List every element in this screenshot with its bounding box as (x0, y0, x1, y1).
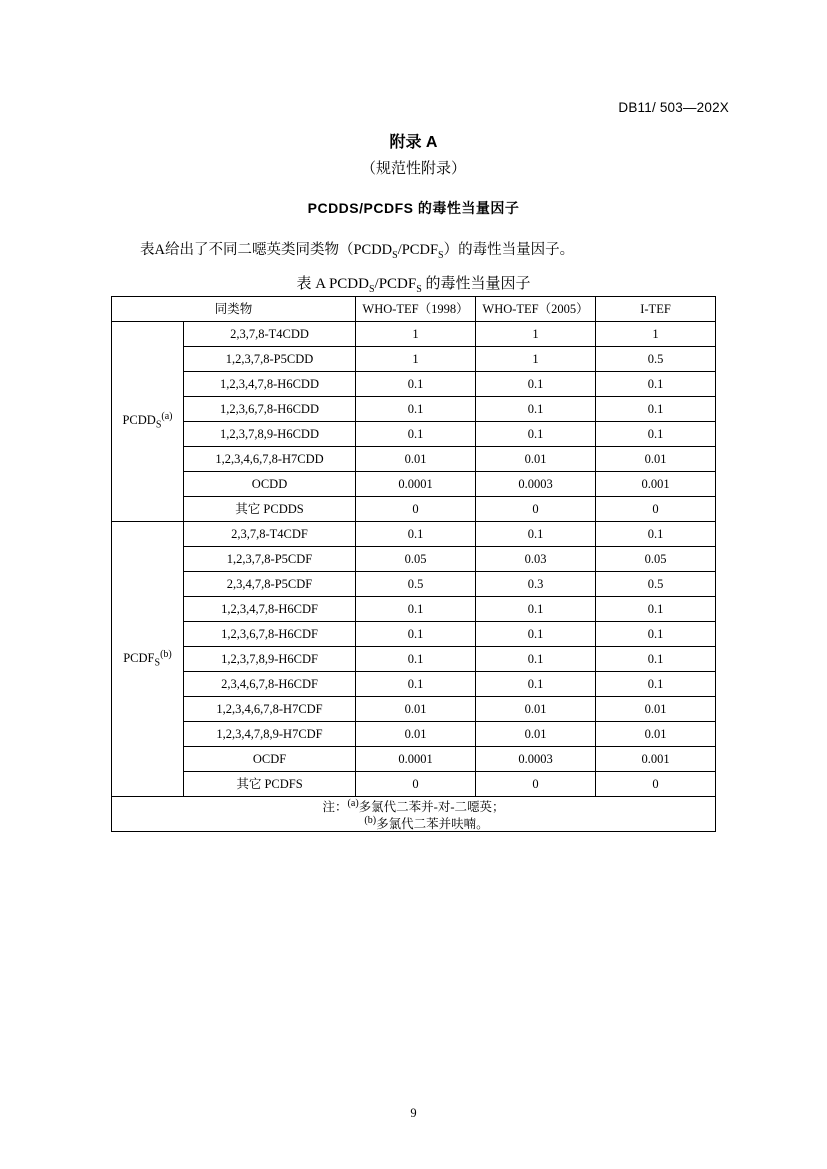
value-who-1998: 0.1 (356, 522, 476, 547)
value-i-tef: 0.1 (596, 672, 716, 697)
table-caption-suffix: 的毒性当量因子 (421, 276, 531, 292)
value-i-tef: 0.5 (596, 572, 716, 597)
group-label-sup: (a) (161, 411, 173, 423)
congener-name: 1,2,3,4,6,7,8-H7CDF (184, 697, 356, 722)
page-number: 9 (410, 1106, 417, 1120)
value-i-tef: 0.001 (596, 472, 716, 497)
value-who-1998: 0.0001 (356, 472, 476, 497)
value-i-tef: 0.1 (596, 397, 716, 422)
value-i-tef: 0.1 (596, 622, 716, 647)
table-caption (0, 272, 827, 295)
table-row (112, 422, 716, 447)
value-who-1998: 0.0001 (356, 747, 476, 772)
value-who-2005: 0.1 (476, 647, 596, 672)
table-note-line-a (114, 797, 713, 814)
value-who-1998: 0.1 (356, 397, 476, 422)
congener-name: 2,3,4,6,7,8-H6CDF (184, 672, 356, 697)
value-who-1998: 0.1 (356, 597, 476, 622)
table-row (112, 647, 716, 672)
table-row (112, 472, 716, 497)
table-caption-sub-1: S (368, 284, 375, 295)
congener-name: 1,2,3,4,7,8-H6CDF (184, 597, 356, 622)
intro-sub-2: S (438, 249, 444, 261)
congener-name: OCDF (184, 747, 356, 772)
congener-name: 2,3,4,7,8-P5CDF (184, 572, 356, 597)
congener-name: 1,2,3,7,8,9-H6CDF (184, 647, 356, 672)
value-who-2005: 0.01 (476, 722, 596, 747)
value-i-tef: 0.1 (596, 647, 716, 672)
table-note-line-b (114, 814, 713, 831)
congener-name: OCDD (184, 472, 356, 497)
congener-name: 1,2,3,7,8,9-H6CDD (184, 422, 356, 447)
table-caption-sub-2: S (416, 284, 422, 295)
value-i-tef: 1 (596, 322, 716, 347)
value-who-1998: 0.5 (356, 572, 476, 597)
header-i-tef: I-TEF (596, 297, 716, 322)
group-label-text: PCDD (122, 413, 156, 428)
table-row (112, 322, 716, 347)
congener-name: 其它 PCDFS (184, 772, 356, 797)
table-note-lead: 注： (322, 800, 348, 815)
table-row (112, 397, 716, 422)
table-row (112, 597, 716, 622)
congener-name: 2,3,7,8-T4CDF (184, 522, 356, 547)
table-row (112, 722, 716, 747)
value-who-1998: 0.01 (356, 697, 476, 722)
value-who-2005: 1 (476, 322, 596, 347)
table-note-b-text: 多氯代二苯并呋喃。 (376, 817, 489, 832)
value-i-tef: 0.1 (596, 372, 716, 397)
value-who-1998: 0 (356, 772, 476, 797)
page-header-standard-code: DB11/ 503—202X (618, 100, 729, 115)
intro-sub-1: S (392, 249, 398, 261)
value-who-2005: 0.1 (476, 622, 596, 647)
congener-name: 1,2,3,6,7,8-H6CDD (184, 397, 356, 422)
table-row (112, 522, 716, 547)
table-note-a-sup: (a) (347, 798, 359, 809)
table-header-row (112, 297, 716, 322)
header-who-tef-1998: WHO-TEF（1998） (356, 297, 476, 322)
table-row (112, 747, 716, 772)
table-row (112, 497, 716, 522)
table-row (112, 372, 716, 397)
table-note-b-sup: (b) (364, 815, 377, 827)
group-label-sub: S (155, 419, 162, 431)
intro-text-after: ）的毒性当量因子。 (443, 242, 575, 258)
group-label-sub: S (154, 657, 161, 669)
annex-title: 附录 A (389, 134, 438, 151)
group-label-pcdds (112, 322, 184, 522)
intro-paragraph (112, 240, 722, 266)
value-who-1998: 0.1 (356, 672, 476, 697)
header-congener: 同类物 (112, 297, 356, 322)
table-note-row (112, 797, 716, 832)
value-i-tef: 0.001 (596, 747, 716, 772)
annex-title-block (0, 130, 827, 182)
table-row (112, 447, 716, 472)
value-i-tef: 0.01 (596, 722, 716, 747)
value-who-2005: 0.1 (476, 397, 596, 422)
value-i-tef: 0 (596, 497, 716, 522)
congener-name: 1,2,3,6,7,8-H6CDF (184, 622, 356, 647)
value-who-2005: 0.1 (476, 372, 596, 397)
table-row (112, 697, 716, 722)
value-who-1998: 0.1 (356, 622, 476, 647)
group-label-text: PCDF (123, 650, 155, 665)
value-who-1998: 0.01 (356, 722, 476, 747)
value-who-1998: 0 (356, 497, 476, 522)
table-row (112, 622, 716, 647)
table-note-a-text: 多氯代二苯并-对-二噁英； (358, 800, 505, 815)
value-who-2005: 0.1 (476, 522, 596, 547)
congener-name: 1,2,3,4,7,8-H6CDD (184, 372, 356, 397)
table-caption-prefix: 表 A PCDD (296, 276, 369, 292)
value-who-1998: 0.1 (356, 647, 476, 672)
congener-name: 1,2,3,4,7,8,9-H7CDF (184, 722, 356, 747)
value-i-tef: 0.05 (596, 547, 716, 572)
table-row (112, 572, 716, 597)
value-who-2005: 0 (476, 772, 596, 797)
value-i-tef: 0.1 (596, 522, 716, 547)
intro-text-mid: /PCDF (397, 242, 439, 258)
value-who-2005: 0.3 (476, 572, 596, 597)
annex-kind: （规范性附录） (360, 160, 466, 177)
congener-name: 1,2,3,7,8-P5CDD (184, 347, 356, 372)
value-who-2005: 0.01 (476, 447, 596, 472)
value-who-1998: 0.1 (356, 422, 476, 447)
value-who-1998: 1 (356, 322, 476, 347)
group-label-pcdfs (112, 522, 184, 797)
value-i-tef: 0.1 (596, 597, 716, 622)
tef-table-container (111, 296, 716, 832)
value-who-2005: 1 (476, 347, 596, 372)
congener-name: 2,3,7,8-T4CDD (184, 322, 356, 347)
value-who-2005: 0.1 (476, 672, 596, 697)
value-who-1998: 0.1 (356, 372, 476, 397)
congener-name: 其它 PCDDS (184, 497, 356, 522)
value-i-tef: 0.01 (596, 697, 716, 722)
value-who-2005: 0.03 (476, 547, 596, 572)
value-i-tef: 0.5 (596, 347, 716, 372)
intro-text-before: 表A给出了不同二噁英类同类物（PCDD (140, 242, 393, 258)
congener-name: 1,2,3,7,8-P5CDF (184, 547, 356, 572)
group-label-sup: (b) (160, 648, 172, 660)
value-who-2005: 0.01 (476, 697, 596, 722)
value-i-tef: 0.1 (596, 422, 716, 447)
value-who-2005: 0.1 (476, 422, 596, 447)
value-i-tef: 0 (596, 772, 716, 797)
value-who-2005: 0.0003 (476, 747, 596, 772)
value-who-2005: 0 (476, 497, 596, 522)
congener-name: 1,2,3,4,6,7,8-H7CDD (184, 447, 356, 472)
table-row (112, 347, 716, 372)
table-note (112, 797, 716, 832)
table-row (112, 672, 716, 697)
annex-subject: PCDDS/PCDFS 的毒性当量因子 (307, 200, 520, 216)
table-caption-mid: /PCDF (374, 276, 417, 292)
value-who-1998: 1 (356, 347, 476, 372)
value-who-1998: 0.01 (356, 447, 476, 472)
header-who-tef-2005: WHO-TEF（2005） (476, 297, 596, 322)
value-who-2005: 0.1 (476, 597, 596, 622)
tef-table (111, 296, 716, 832)
table-row (112, 547, 716, 572)
value-who-1998: 0.05 (356, 547, 476, 572)
table-row (112, 772, 716, 797)
value-who-2005: 0.0003 (476, 472, 596, 497)
value-i-tef: 0.01 (596, 447, 716, 472)
